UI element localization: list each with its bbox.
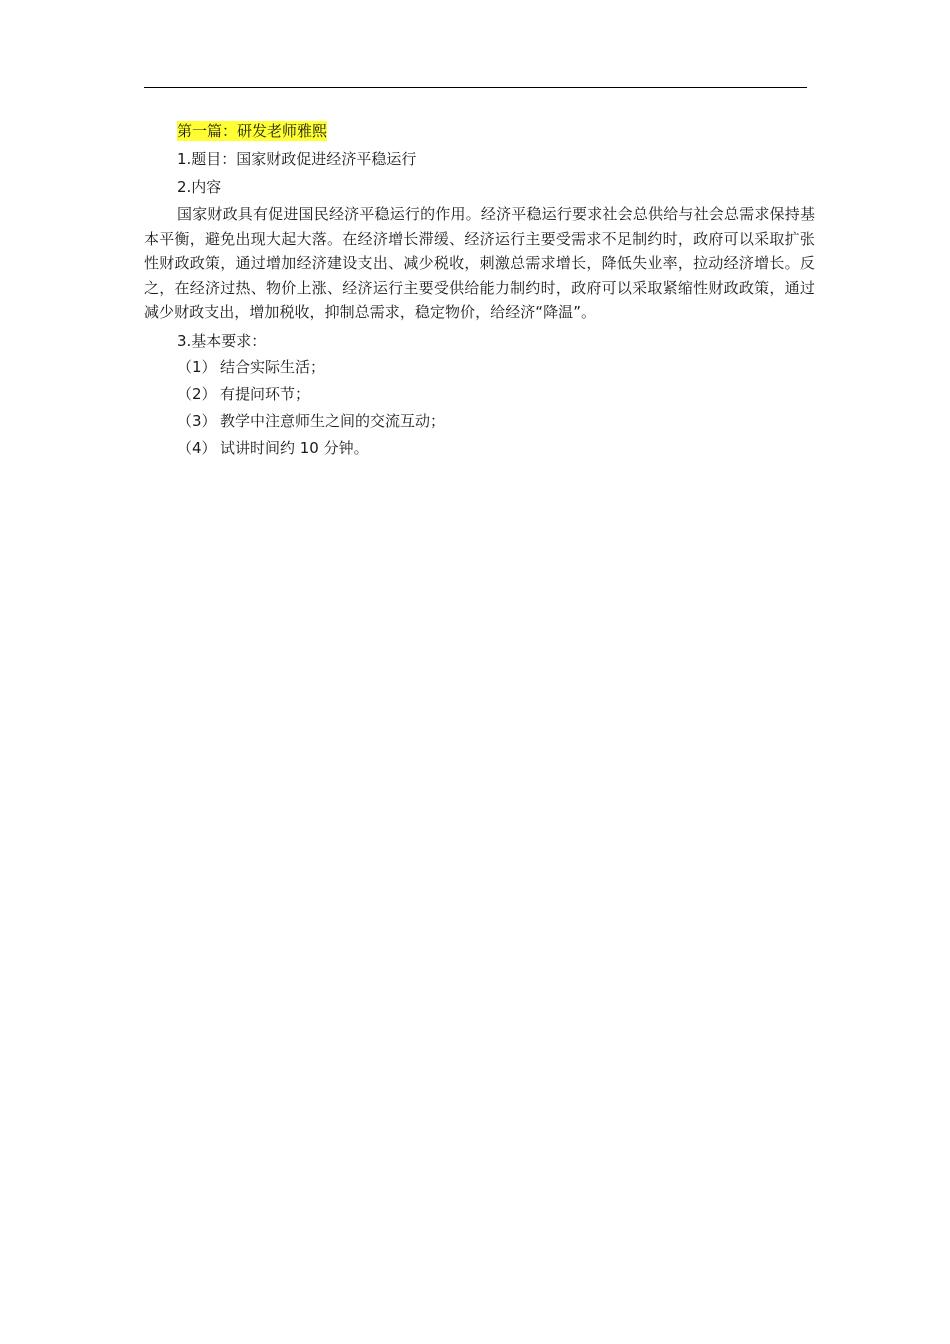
list-item-number: （4） xyxy=(177,438,217,457)
list-item-number: （3） xyxy=(177,411,217,430)
body-paragraph: 国家财政具有促进国民经济平稳运行的作用。经济平稳运行要求社会总供给与社会总需求保持基本平衡，避免出现大起大落。在经济增长滞缓、经济运行主要受需求不足制约时，政府可以采取扩张性财政政策，通过增加经济建设支出、减少税收，刺激总需求增长，降低失业率，拉动经济增长。反之，在经济过热、物价上涨、经济运行主要受供给能力制约时，政府可以采取紧缩性财政政策，通过减少财政支出，增加税收，抑制总需求，稳定物价，给经济“降温”。 xyxy=(144,205,815,322)
section-title: 第一篇：研发老师雅熙 xyxy=(177,122,328,140)
list-item-text: 有提问环节； xyxy=(220,384,311,403)
list-item xyxy=(144,354,815,381)
document-content xyxy=(144,118,815,462)
list-item xyxy=(144,408,815,435)
list-item-text: 结合实际生活； xyxy=(220,357,326,376)
list-item-text: 教学中注意师生之间的交流互动； xyxy=(220,411,446,430)
requirements-list xyxy=(144,354,815,462)
topic-line: 1.题目：国家财政促进经济平稳运行 xyxy=(177,150,417,168)
header-rule xyxy=(144,87,807,88)
list-item-text: 试讲时间约 10 分钟。 xyxy=(220,438,369,457)
section-title-line xyxy=(144,118,815,144)
list-item xyxy=(144,381,815,408)
content-heading: 2.内容 xyxy=(177,178,222,196)
requirements-heading: 3.基本要求： xyxy=(177,331,267,350)
list-item-number: （1） xyxy=(177,357,217,376)
list-item xyxy=(144,435,815,462)
list-item-number: （2） xyxy=(177,384,217,403)
